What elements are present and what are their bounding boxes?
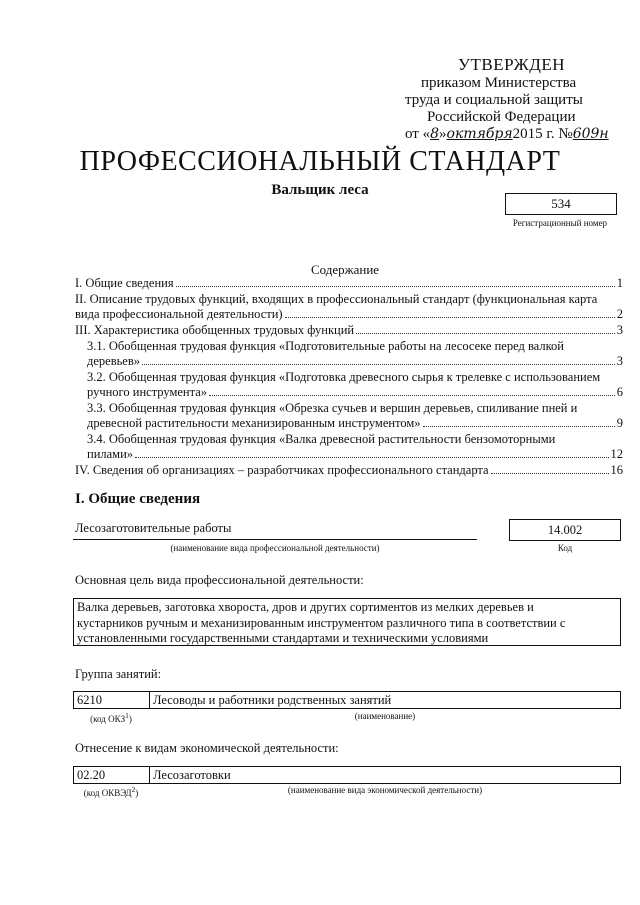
code-caption: Код bbox=[557, 543, 573, 553]
activity-name: Лесозаготовительные работы bbox=[75, 521, 232, 535]
okz-code-caption: (код ОКЗ$^1$) bbox=[90, 711, 132, 724]
approval-heading: УТВЕРЖДЕН bbox=[458, 55, 565, 74]
date-month: октября bbox=[446, 126, 513, 142]
okz-row bbox=[73, 691, 621, 709]
goal-label: Основная цель вида профессиональной деятельности: bbox=[75, 573, 364, 587]
okved-code-caption: (код ОКВЭД$^2$) bbox=[83, 785, 139, 798]
goal-box bbox=[73, 598, 621, 646]
registration-number-box: 534 bbox=[505, 193, 617, 215]
okz-name-caption: (наименование) bbox=[354, 711, 416, 721]
date-day: 8 bbox=[430, 126, 440, 142]
order-number: 609н bbox=[572, 126, 609, 142]
date-quote-close: » bbox=[439, 126, 447, 142]
section-1-heading: I. Общие сведения bbox=[75, 491, 201, 507]
toc-entry-2[interactable]: II. Описание трудовых функций, входящих в профессиональный стандарт (функциональная карта вида профессиональной деятельности) 2 bbox=[75, 292, 623, 321]
goal-line-3: установленными государственными стандартами и техническими условиями bbox=[77, 631, 489, 645]
toc-entry-3-4[interactable]: 3.4. Обобщенная трудовая функция «Валка древесной растительности бензомоторными пилами» 12 bbox=[87, 432, 623, 461]
document-title: ПРОФЕССИОНАЛЬНЫЙ СТАНДАРТ bbox=[79, 146, 561, 177]
toc-entry-3-2[interactable]: 3.2. Обобщенная трудовая функция «Подготовка древесного сырья к трелевке с использованием ручного инструмента» 6 bbox=[87, 370, 623, 399]
okved-name-caption: (наименование вида экономической деятельности) bbox=[287, 785, 483, 795]
approval-date-line bbox=[405, 126, 635, 143]
date-year: 2015 г. № bbox=[512, 126, 573, 142]
goal-line-1: Валка деревьев, заготовка хвороста, дров и других сортиментов из мелких деревьев и bbox=[77, 600, 534, 614]
toc-heading: Содержание bbox=[310, 262, 380, 277]
activity-code-box: 14.002 bbox=[509, 519, 621, 541]
toc-entry-3-3[interactable]: 3.3. Обобщенная трудовая функция «Обрезка сучьев и вершин деревьев, спиливание пней и древесной растительности механизированным инструментом» 9 bbox=[87, 401, 623, 430]
activity-underline bbox=[73, 539, 477, 540]
econ-label: Отнесение к видам экономической деятельности: bbox=[75, 741, 339, 755]
okz-code: 6210 bbox=[77, 693, 102, 707]
toc-entry-3[interactable]: III. Характеристика обобщенных трудовых функций 3 bbox=[75, 323, 623, 337]
toc-entry-1[interactable]: I. Общие сведения 1 bbox=[75, 276, 623, 290]
goal-line-2: кустарников ручным и механизированным инструментом различного типа в соответствии с bbox=[77, 615, 566, 630]
date-prefix: от « bbox=[405, 126, 431, 142]
document-subtitle: Вальщик леса bbox=[271, 182, 369, 198]
table-of-contents bbox=[75, 276, 623, 479]
toc-entry-4[interactable]: IV. Сведения об организациях – разработчиках профессионального стандарта 16 bbox=[75, 463, 623, 477]
okved-code: 02.20 bbox=[77, 768, 106, 782]
approval-line-1: приказом Министерства bbox=[421, 75, 577, 91]
approval-block bbox=[405, 56, 635, 143]
registration-caption: Регистрационный номер bbox=[512, 218, 608, 228]
toc-entry-3-1[interactable]: 3.1. Обобщенная трудовая функция «Подготовительные работы на лесосеке перед валкой деревьев» 3 bbox=[87, 339, 623, 368]
approval-line-3: Российской Федерации bbox=[427, 109, 576, 125]
activity-caption: (наименование вида профессиональной деятельности) bbox=[170, 543, 380, 553]
okz-name: Лесоводы и работники родственных занятий bbox=[153, 693, 392, 707]
okved-name: Лесозаготовки bbox=[153, 768, 231, 782]
group-label: Группа занятий: bbox=[75, 667, 162, 681]
okved-row bbox=[73, 766, 621, 784]
approval-line-2: труда и социальной защиты bbox=[405, 92, 583, 108]
